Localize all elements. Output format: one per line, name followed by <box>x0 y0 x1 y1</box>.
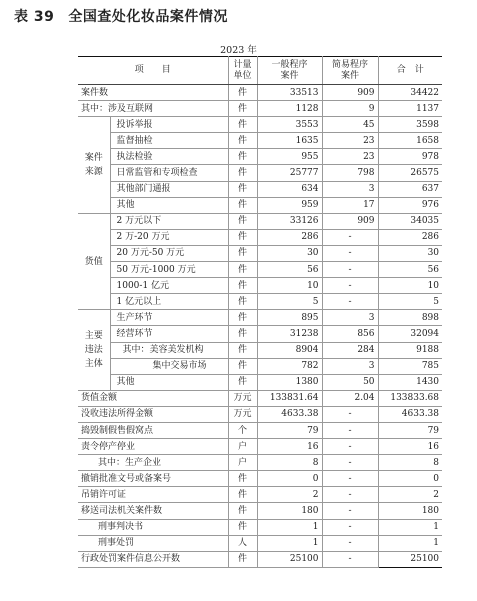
row-simple: - <box>322 519 378 535</box>
row-unit: 件 <box>228 133 257 149</box>
row-total: 286 <box>378 229 442 245</box>
table-row <box>78 294 442 310</box>
row-simple: 3 <box>322 310 378 326</box>
row-label: 其他 <box>110 374 228 390</box>
row-general: 25777 <box>257 165 322 181</box>
row-total: 637 <box>378 181 442 197</box>
row-general: 56 <box>257 262 322 278</box>
row-label: 其中：美容美发机构 <box>110 342 228 358</box>
row-general: 2 <box>257 487 322 503</box>
row-label: 没收违法所得金额 <box>78 406 228 422</box>
row-total: 1 <box>378 519 442 535</box>
row-unit: 件 <box>228 197 257 213</box>
header-general <box>257 57 322 85</box>
row-label: 执法检验 <box>110 149 228 165</box>
header-general-line2: 案件 <box>280 70 299 81</box>
row-label: 捣毁制假售假窝点 <box>78 422 228 438</box>
row-unit: 人 <box>228 535 257 551</box>
group-label-text: 主要违法主体 <box>84 331 103 370</box>
row-simple: - <box>322 439 378 455</box>
cosmetics-cases-table <box>78 56 442 568</box>
row-unit: 件 <box>228 149 257 165</box>
group-label-violating-entity <box>78 310 110 390</box>
row-total: 898 <box>378 310 442 326</box>
table-number: 表 39 <box>14 9 55 25</box>
row-label: 2 万元以下 <box>110 213 228 229</box>
table-row <box>78 117 442 133</box>
row-simple: 284 <box>322 342 378 358</box>
row-unit: 户 <box>228 439 257 455</box>
row-simple: 17 <box>322 197 378 213</box>
header-unit <box>228 57 257 85</box>
row-general: 955 <box>257 149 322 165</box>
row-general: 16 <box>257 439 322 455</box>
row-unit: 件 <box>228 310 257 326</box>
row-unit: 万元 <box>228 406 257 422</box>
row-simple: 3 <box>322 181 378 197</box>
row-label: 其他 <box>110 197 228 213</box>
row-general: 3553 <box>257 117 322 133</box>
row-total: 2 <box>378 487 442 503</box>
table-row <box>78 471 442 487</box>
row-total: 1137 <box>378 101 442 117</box>
row-total: 3598 <box>378 117 442 133</box>
row-unit: 件 <box>228 326 257 342</box>
row-total: 34035 <box>378 213 442 229</box>
row-simple: - <box>322 535 378 551</box>
table-row <box>78 519 442 535</box>
row-label: 生产环节 <box>110 310 228 326</box>
table-row <box>78 310 442 326</box>
row-general: 31238 <box>257 326 322 342</box>
row-simple: - <box>322 406 378 422</box>
row-general: 30 <box>257 245 322 261</box>
row-label: 吊销许可证 <box>78 487 228 503</box>
row-total: 8 <box>378 455 442 471</box>
table-row <box>78 101 442 117</box>
row-label: 案件数 <box>78 85 228 101</box>
row-total: 180 <box>378 503 442 519</box>
row-simple: - <box>322 278 378 294</box>
row-simple: 50 <box>322 374 378 390</box>
table-row <box>78 245 442 261</box>
row-label: 其他部门通报 <box>110 181 228 197</box>
row-total: 785 <box>378 358 442 374</box>
header-simple <box>322 57 378 85</box>
row-general: 959 <box>257 197 322 213</box>
header-total: 合 计 <box>378 57 442 85</box>
row-general: 10 <box>257 278 322 294</box>
row-simple: - <box>322 262 378 278</box>
row-total: 25100 <box>410 554 440 565</box>
row-simple: - <box>322 487 378 503</box>
row-simple: - <box>322 422 378 438</box>
table-row <box>78 85 442 101</box>
table-row <box>78 262 442 278</box>
row-simple: - <box>322 455 378 471</box>
row-general: 1635 <box>257 133 322 149</box>
row-simple: 909 <box>322 213 378 229</box>
row-simple: 798 <box>322 165 378 181</box>
row-unit: 户 <box>228 455 257 471</box>
table-row <box>78 181 442 197</box>
group-label-goods-value: 货值 <box>78 213 110 310</box>
row-general: 0 <box>257 471 322 487</box>
row-label: 撤销批准文号或备案号 <box>78 471 228 487</box>
table-title <box>14 6 228 26</box>
row-label: 其中：生产企业 <box>78 455 228 471</box>
table-row <box>78 165 442 181</box>
row-label: 行政处罚案件信息公开数 <box>78 551 228 567</box>
row-total: 32094 <box>378 326 442 342</box>
row-label: 监督抽检 <box>110 133 228 149</box>
row-unit: 件 <box>228 165 257 181</box>
row-general: 895 <box>257 310 322 326</box>
group-label-text: 案件来源 <box>84 152 103 177</box>
row-general: 782 <box>257 358 322 374</box>
row-general: 33513 <box>257 85 322 101</box>
row-simple: 9 <box>322 101 378 117</box>
header-simple-line1: 简易程序 <box>332 59 369 70</box>
row-total: 1430 <box>378 374 442 390</box>
row-simple: - <box>322 551 378 567</box>
row-total: 79 <box>378 422 442 438</box>
header-row <box>78 57 442 85</box>
row-unit: 件 <box>228 294 257 310</box>
row-total: 5 <box>378 294 442 310</box>
row-total: 4633.38 <box>378 406 442 422</box>
table-title-text: 全国查处化妆品案件情况 <box>68 9 228 25</box>
table-row <box>78 390 442 406</box>
row-general: 4633.38 <box>257 406 322 422</box>
row-total: 56 <box>378 262 442 278</box>
row-label: 日常监管和专项检查 <box>110 165 228 181</box>
row-simple: 23 <box>322 133 378 149</box>
table-row <box>78 229 442 245</box>
table-row <box>78 551 442 567</box>
row-label: 2 万-20 万元 <box>110 229 228 245</box>
row-general: 1 <box>257 519 322 535</box>
table-row <box>78 342 442 358</box>
row-general: 33126 <box>257 213 322 229</box>
row-total: 26575 <box>378 165 442 181</box>
row-unit: 件 <box>228 229 257 245</box>
row-general: 180 <box>257 503 322 519</box>
group-label-case-source <box>78 117 110 214</box>
row-unit: 万元 <box>228 390 257 406</box>
row-total: 1 <box>378 535 442 551</box>
row-label: 货值金额 <box>78 390 228 406</box>
row-simple: 45 <box>322 117 378 133</box>
row-simple: - <box>322 245 378 261</box>
row-total: 1658 <box>378 133 442 149</box>
row-unit: 件 <box>228 85 257 101</box>
row-simple: - <box>322 229 378 245</box>
table-row <box>78 149 442 165</box>
row-label: 刑事判决书 <box>78 519 228 535</box>
row-simple: 2.04 <box>322 390 378 406</box>
row-total: 34422 <box>378 85 442 101</box>
row-label: 移送司法机关案件数 <box>78 503 228 519</box>
row-total: 978 <box>378 149 442 165</box>
row-general: 1128 <box>257 101 322 117</box>
row-general: 133831.64 <box>257 390 322 406</box>
row-unit: 件 <box>228 245 257 261</box>
row-general: 8904 <box>257 342 322 358</box>
row-unit: 件 <box>228 519 257 535</box>
table-row <box>78 278 442 294</box>
row-total: 10 <box>378 278 442 294</box>
row-unit: 个 <box>228 422 257 438</box>
row-simple: 856 <box>322 326 378 342</box>
row-label: 20 万元-50 万元 <box>110 245 228 261</box>
row-label: 责令停产停业 <box>78 439 228 455</box>
header-general-line1: 一般程序 <box>271 59 308 70</box>
table-row <box>78 503 442 519</box>
row-unit: 件 <box>228 181 257 197</box>
header-simple-line2: 案件 <box>341 70 360 81</box>
row-unit: 件 <box>228 487 257 503</box>
table-row <box>78 487 442 503</box>
row-general: 634 <box>257 181 322 197</box>
row-total: 16 <box>378 439 442 455</box>
table-row <box>78 326 442 342</box>
row-total: 133833.68 <box>378 390 442 406</box>
row-general: 79 <box>257 422 322 438</box>
row-unit: 件 <box>228 374 257 390</box>
row-unit: 件 <box>228 278 257 294</box>
table-row <box>78 374 442 390</box>
row-label: 1000-1 亿元 <box>110 278 228 294</box>
row-label: 投诉举报 <box>110 117 228 133</box>
row-simple: - <box>322 471 378 487</box>
row-label: 其中：涉及互联网 <box>78 101 228 117</box>
row-general: 5 <box>257 294 322 310</box>
row-simple: - <box>322 503 378 519</box>
row-simple: 3 <box>322 358 378 374</box>
row-simple: 23 <box>322 149 378 165</box>
row-unit: 件 <box>228 358 257 374</box>
table-row <box>78 439 442 455</box>
year-caption: 2023 年 <box>220 45 257 56</box>
row-total: 0 <box>378 471 442 487</box>
table-row <box>78 535 442 551</box>
row-general: 1380 <box>257 374 322 390</box>
row-unit: 件 <box>228 117 257 133</box>
row-label: 50 万元-1000 万元 <box>110 262 228 278</box>
row-unit: 件 <box>228 551 257 567</box>
row-label: 1 亿元以上 <box>110 294 228 310</box>
row-simple: 909 <box>322 85 378 101</box>
row-unit: 件 <box>228 101 257 117</box>
row-unit: 件 <box>228 213 257 229</box>
row-general: 25100 <box>257 551 322 567</box>
table-row <box>78 358 442 374</box>
table-row <box>78 197 442 213</box>
header-item: 项 目 <box>78 57 228 85</box>
table-row <box>78 455 442 471</box>
row-label: 经营环节 <box>110 326 228 342</box>
table-row <box>78 406 442 422</box>
row-total: 976 <box>378 197 442 213</box>
table-row <box>78 422 442 438</box>
row-simple: - <box>322 294 378 310</box>
row-unit: 件 <box>228 262 257 278</box>
table-row <box>78 213 442 229</box>
row-unit: 件 <box>228 342 257 358</box>
header-unit-line1: 计量 <box>233 59 252 70</box>
row-general: 8 <box>257 455 322 471</box>
row-general: 1 <box>257 535 322 551</box>
table-row <box>78 133 442 149</box>
row-total: 30 <box>378 245 442 261</box>
row-unit: 件 <box>228 503 257 519</box>
row-total: 9188 <box>378 342 442 358</box>
row-unit: 件 <box>228 471 257 487</box>
header-unit-line2: 单位 <box>233 70 252 81</box>
row-label: 刑事处罚 <box>78 535 228 551</box>
row-general: 286 <box>257 229 322 245</box>
row-label: 集中交易市场 <box>110 358 228 374</box>
